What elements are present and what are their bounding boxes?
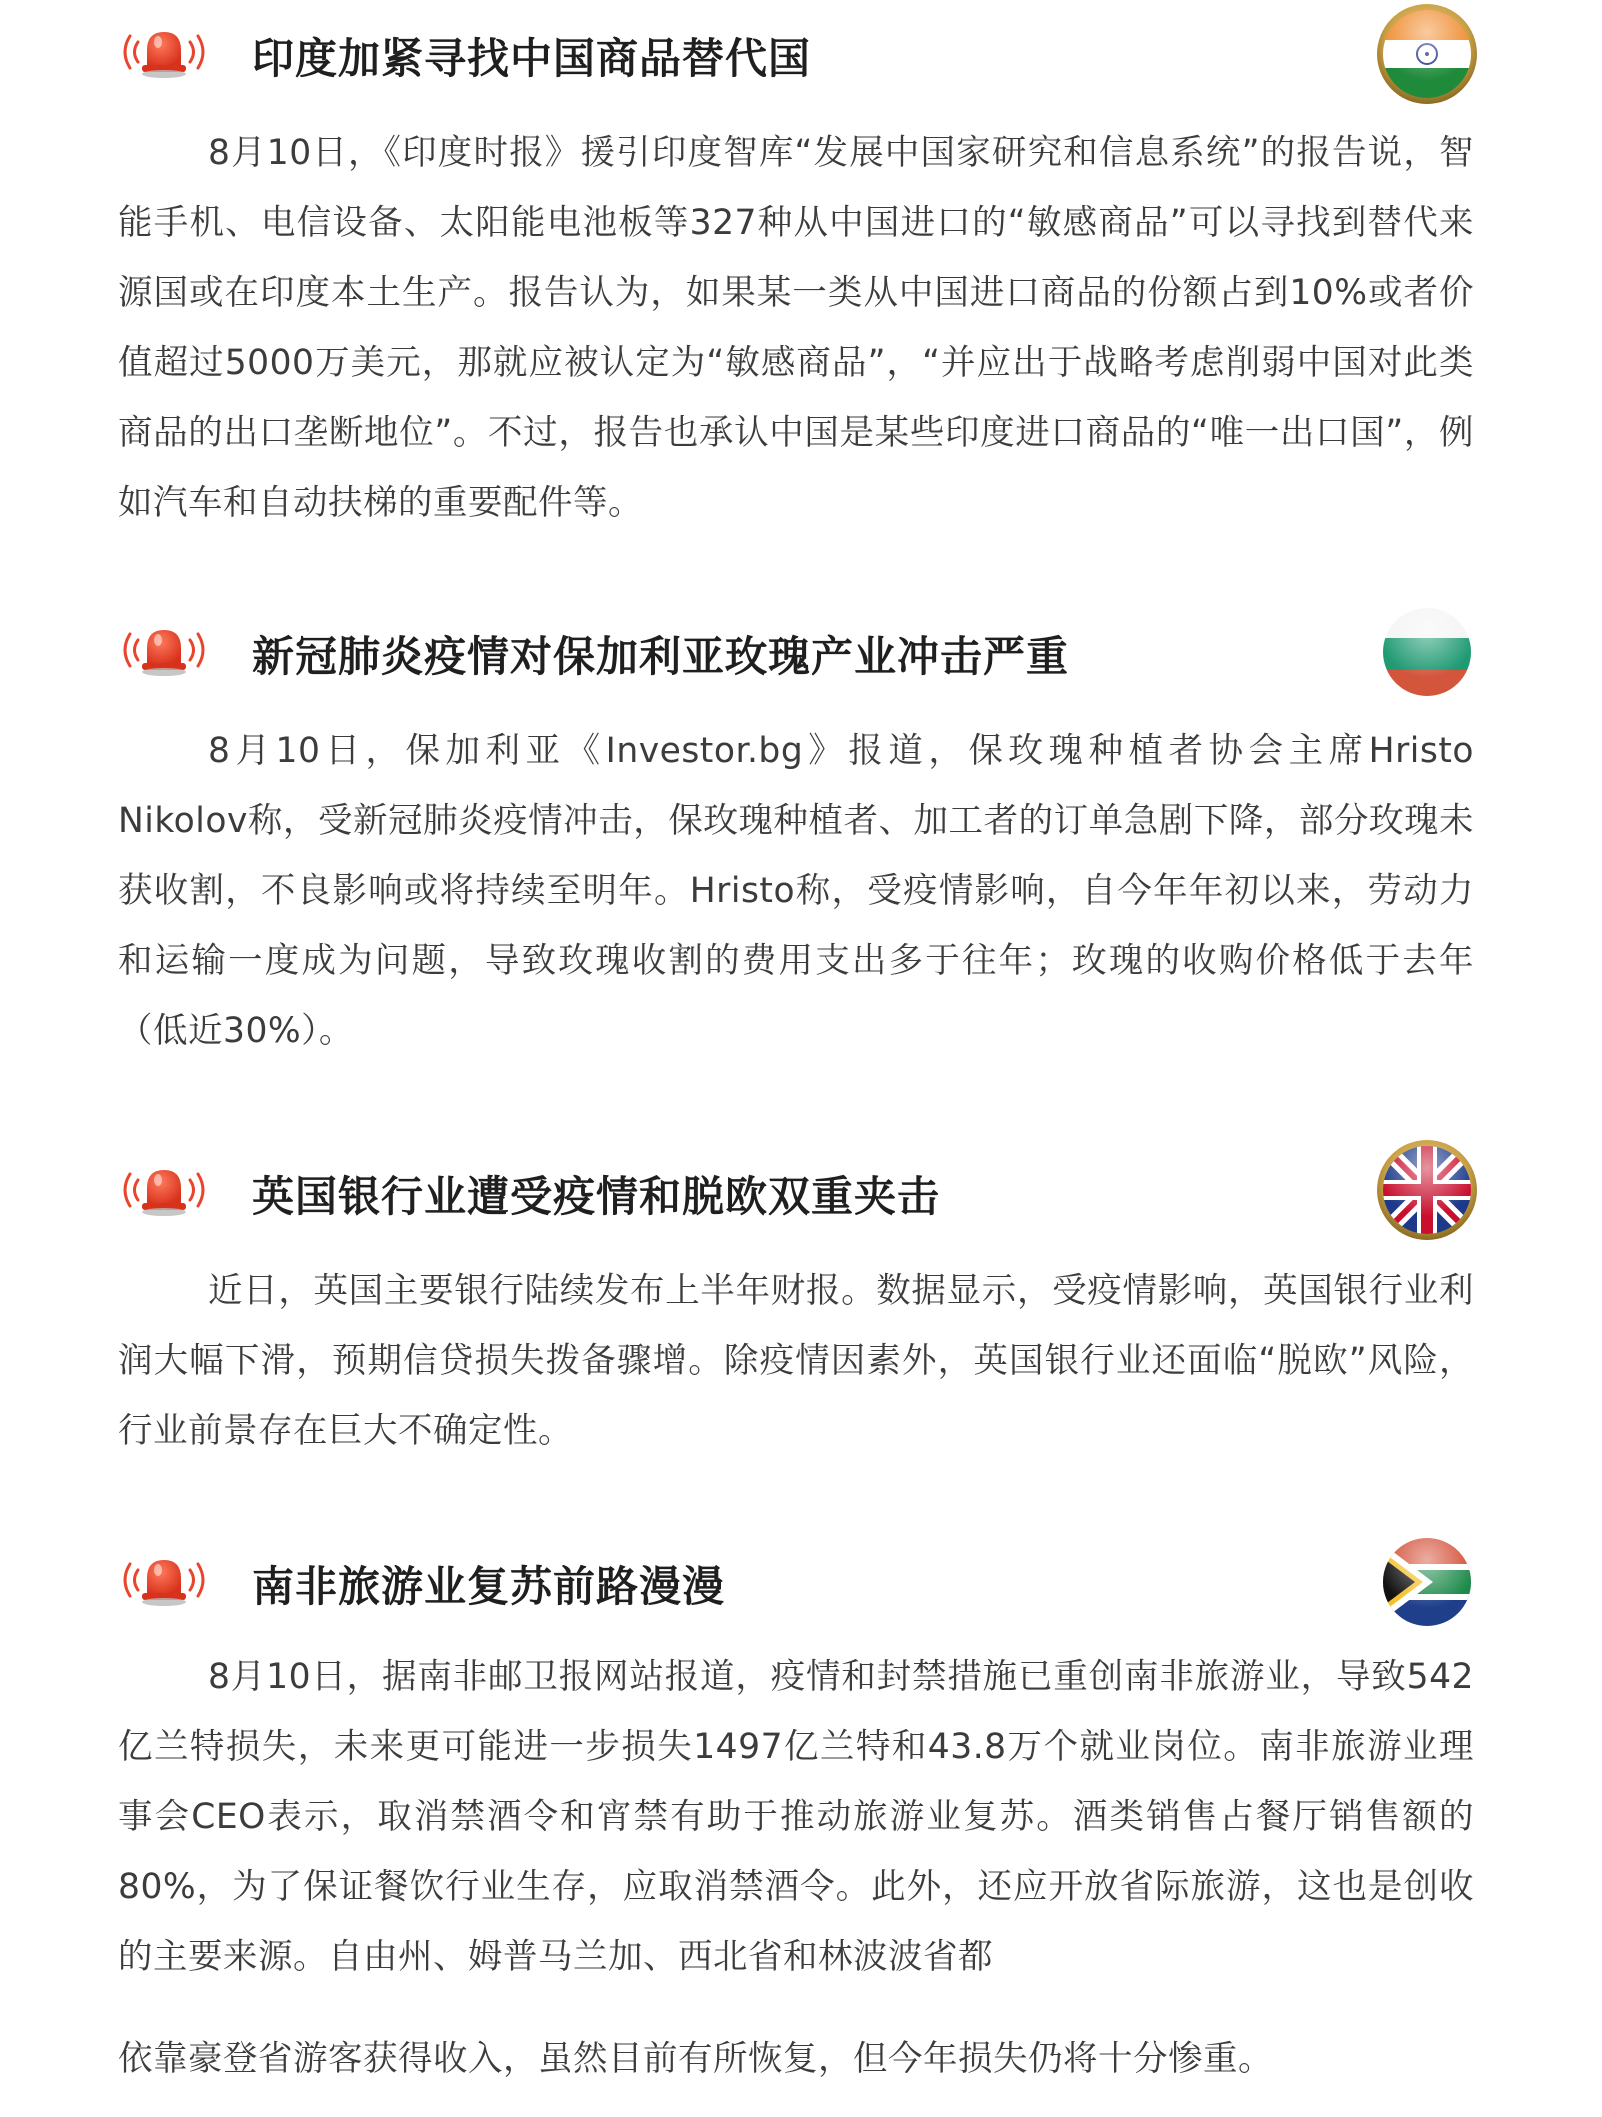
alarm-bell-icon bbox=[112, 1160, 216, 1220]
news-item-india bbox=[0, 0, 1602, 523]
news-title: 新冠肺炎疫情对保加利亚玫瑰产业冲击严重 bbox=[252, 632, 1070, 681]
uk-flag-icon bbox=[1375, 1138, 1479, 1242]
south-africa-flag-icon bbox=[1375, 1530, 1479, 1634]
bulgaria-flag-icon bbox=[1375, 600, 1479, 704]
news-header bbox=[0, 600, 1602, 700]
news-item-uk bbox=[0, 1140, 1602, 1451]
news-body: 8月10日，据南非邮卫报网站报道，疫情和封禁措施已重创南非旅游业，导致542亿兰特损失，未来更可能进一步损失1497亿兰特和43.8万个就业岗位。南非旅游业理事会CEO表示，取消禁酒令和宵禁有助于推动旅游业复苏。酒类销售占餐厅销售额的80%，为了保证餐饮行业生存，应取消禁酒令。此外，还应开放省际旅游，这也是创收的主要来源。自由州、姆普马兰加、西北省和林波波省都 bbox=[118, 1657, 1474, 1977]
news-header bbox=[0, 1530, 1602, 1630]
alarm-bell-icon bbox=[112, 1550, 216, 1610]
news-item-bulgaria bbox=[0, 600, 1602, 1051]
news-item-south-africa bbox=[0, 1530, 1602, 2079]
news-body: 近日，英国主要银行陆续发布上半年财报。数据显示，受疫情影响，英国银行业利润大幅下滑，预期信贷损失拨备骤增。除疫情因素外，英国银行业还面临“脱欧”风险，行业前景存在巨大不确定性。 bbox=[118, 1271, 1474, 1451]
news-body: 8月10日，《印度时报》援引印度智库“发展中国家研究和信息系统”的报告说，智能手机、电信设备、太阳能电池板等327种从中国进口的“敏感商品”可以寻找到替代来源国或在印度本土生产。报告认为，如果某一类从中国进口商品的份额占到10%或者价值超过5000万美元，那就应被认定为“敏感商品”，“并应出于战略考虑削弱中国对此类商品的出口垄断地位”。不过，报告也承认中国是某些印度进口商品的“唯一出口国”，例如汽车和自动扶梯的重要配件等。 bbox=[118, 133, 1474, 523]
alarm-bell-icon bbox=[112, 620, 216, 680]
india-flag-icon bbox=[1375, 2, 1479, 106]
news-header bbox=[0, 0, 1602, 100]
alarm-bell-icon bbox=[112, 22, 216, 82]
news-header bbox=[0, 1140, 1602, 1240]
news-title: 印度加紧寻找中国商品替代国 bbox=[252, 34, 812, 83]
news-body: 8月10日，保加利亚《Investor.bg》报道，保玫瑰种植者协会主席Hristo Nikolov称，受新冠肺炎疫情冲击，保玫瑰种植者、加工者的订单急剧下降，部分玫瑰未获收割，不良影响或将持续至明年。Hristo称，受疫情影响，自今年年初以来，劳动力和运输一度成为问题，导致玫瑰收割的费用支出多于往年；玫瑰的收购价格低于去年（低近30%）。 bbox=[118, 731, 1474, 1051]
news-title: 南非旅游业复苏前路漫漫 bbox=[252, 1562, 726, 1611]
news-title: 英国银行业遭受疫情和脱欧双重夹击 bbox=[252, 1172, 941, 1221]
news-body-tail: 依靠豪登省游客获得收入，虽然目前有所恢复，但今年损失仍将十分惨重。 bbox=[118, 2039, 1273, 2079]
